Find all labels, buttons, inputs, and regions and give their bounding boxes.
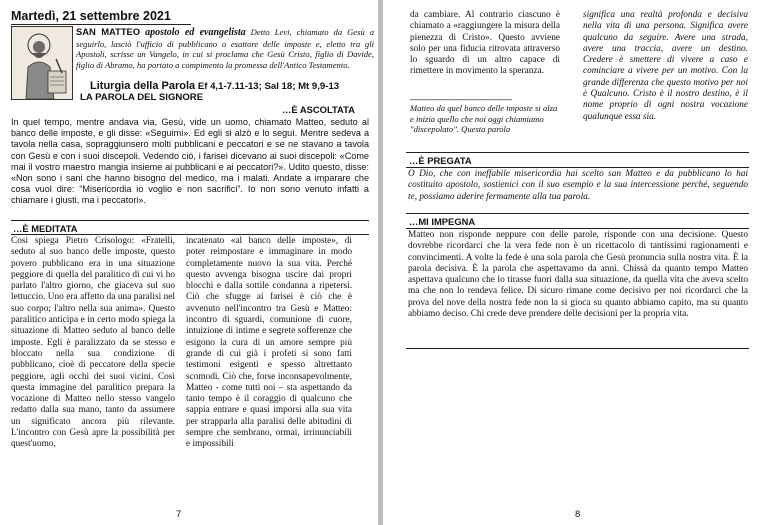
page-date: Martedì, 21 settembre 2021 [11, 9, 171, 23]
meditation-right-column: incatenato «al banco delle imposte», di poter reimpostare e immaginare in modo completamente nuovo la sua vita. Perché questo avvenga bisogna uscire dai propri blocchi e dalla sottile condanna a ripetersi. Ciò che sfugge ai farisei è ciò che è avvenuto nell'incontro tra Gesù e Matteo: incontro di sguardi, comunione di cuore, intuizione di intime e segrete sofferenze che esigono la cura di un amore sempre più grande di cui già i profeti si sono fatti testimoni esigenti e spesso altrettanto scomodi. Ciò che, forse inconsapevolmente, Matteo - come tutti noi – sta aspettando da tanto tempo è il coraggio di qualcuno che sappia entrare e quasi imporsi alla sua vita per strapparla alla paralisi delle abitudini di sempre che sembrano, ormai, irrinunciabili e impossibili [186, 236, 352, 450]
liturgy-references: Ef 4,1-7.11-13; Sal 18; Mt 9,9-13 [197, 81, 340, 92]
liturgy-label: Liturgia della Parola [90, 80, 196, 92]
parola-header: LA PAROLA DEL SIGNORE [80, 92, 204, 103]
meditata-header: …È MEDITATA [13, 223, 78, 234]
liturgy-line [90, 80, 339, 92]
meditata-header-box [11, 220, 369, 235]
closing-rule [406, 348, 749, 349]
pregata-header: …È PREGATA [409, 155, 472, 166]
page-number: 8 [575, 509, 581, 520]
impegna-header-box [406, 213, 749, 229]
gospel-text: In quel tempo, mentre andava via, Gesù, vide un uomo, chiamato Matteo, seduto al banco delle imposte, e gli disse: «Seguimi». Ed egli si alzò e lo seguì. Mentre sedeva a tavola nella casa, sopraggiunsero molti pubblicani e peccatori e se ne stavano a tavola con Gesù e con i suoi discepoli. Vedendo ciò, i farisei dicevano ai suoi discepoli: «Come mai il vostro maestro mangia insieme ai pubblicani e ai peccatori?». Udito questo, disse: «Non sono i sani che hanno bisogno del medico, ma i malati. Andate a imparare che cosa vuol dire: “Misericordia io voglio e non sacrifici”. Io non sono venuto infatti a chiamare i giusti, ma i peccatori». [11, 117, 369, 206]
left-page [0, 0, 378, 525]
right-page [383, 0, 761, 525]
impegna-header: …MI IMPEGNA [409, 216, 476, 227]
date-underline [11, 24, 191, 25]
prayer-text: O Dio, che con ineffabile misericordia hai scelto san Matteo e da pubblicano lo hai costituito apostolo, sostienici con il suo esempio e la sua intercessione perché, seguendo te, possiamo aderire fermamente alla tua parola. [408, 169, 748, 202]
saint-matthew-icon [11, 26, 73, 100]
commitment-text: Matteo non risponde neppure con delle parole, risponde con una decisione. Questo dovrebbe ricordarci che la vera fede non è un ricettacolo di tantissimi ragionamenti e convincimenti. A volte la fede è una sola parola che Gesù pronuncia sulla nostra vita. È la parola decisiva. È la parola che aspettavamo da anni. Chissà da quanto tempo Matteo aspettava qualcuno che lo tirasse fuori dalla sua situazione, da quella vita che aveva scelto ma che non lo rendeva felice. Di sicuro rimane come decisivo per noi ricordarci che la prova del nove della nostra fede non la si gioca su quanto abbiamo capito, ma su quanto abbiamo deciso. Chi crede deve prendere delle decisioni per la propria vita. [408, 230, 748, 320]
saint-title: apostolo ed evangelista [145, 27, 246, 38]
meditation-right-continued: significa una realtà profonda e decisiva nella vita di una persona. Significa avere qualcuno da seguire. Avere una strada, avere una traccia, avere un destino. Credere è smettere di vivere a caso e cominciare a vivere per un motivo. Con la grande differenza che questo motivo per noi è Qualcuno. Cristo è il nostro destino, è il nome proprio di ogni nostra vocazione qualunque essa sia. [583, 10, 748, 122]
ascolta-header: …È ASCOLTATA [282, 104, 355, 115]
separator-line: ----------------------------------------------- [410, 95, 512, 104]
meditation-left-column: Così spiega Pietro Crisologo: «Fratelli, seduto al suo banco delle imposte, questo povero pubblicano era in una situazione peggiore di quella del paralitico di cui vi ho parlato l'altro giorno, che giaceva sul suo lettuccio. Uno era affetto da una paralisi nel suo corpo; l'altro nella sua anima». Questo paralitico anticipa e in certo modo spiega la situazione di Matteo seduto al banco delle imposte. Egli è paralizzato da se stesso e bloccato nella sua condizione di pubblicano, cioè di peccatore della specie peggiore, agli occhi dei suoi vicini. Così questa immagine del paralitico prepara la vocazione di Matteo nello stesso vangelo redatto dalla sua mano, tanto da assumere un significato ancora più rilevante. L'incontro con Gesù apre la possibilità per quest'uomo, [11, 236, 175, 450]
saint-name: SAN MATTEO [76, 26, 141, 37]
saint-description: Detto Levi, chiamato da Gesù a seguirlo, lasciò l'ufficio di pubblicano o esattore delle imposte e, eletto tra gli Apostoli, scrisse un Vangelo, in cui si proclama che Gesù Cristo, figlio di Davide, figlio di Abramo, ha portato a compimento la promessa dell'Antico Testamento. [76, 27, 374, 70]
saint-description-block [76, 27, 374, 70]
discipleship-quote: Matteo da quel banco delle imposte si alza e inizia quello che noi oggi chiamiamo "discepolato". Questa parola [410, 103, 558, 135]
pregata-header-box [406, 152, 749, 168]
meditation-continued: da cambiare. Al contrario ciascuno è chiamato a «raggiungere la misura della pienezza di Cristo». Questo avviene solo per una fiducia ritrovata attraverso lo sguardo di un altro capace di rimettere in movimento la speranza. [410, 10, 560, 77]
page-number: 7 [176, 509, 182, 520]
